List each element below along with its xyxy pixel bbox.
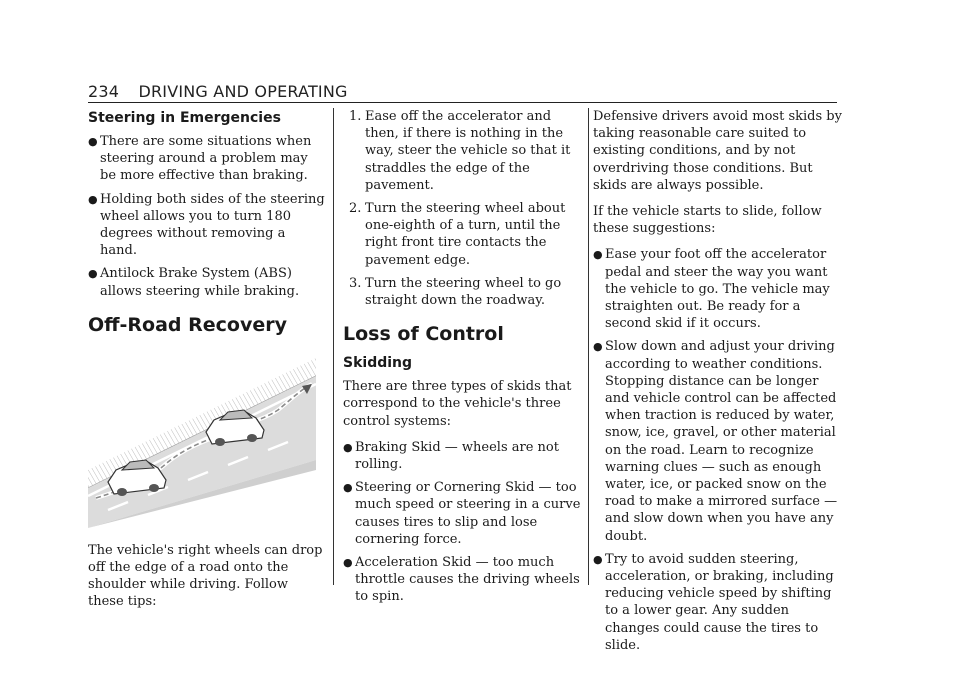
bullet-icon: ● bbox=[88, 267, 98, 281]
bullet-icon: ● bbox=[343, 481, 353, 495]
title-off-road-recovery: Off-Road Recovery bbox=[88, 313, 288, 336]
skid-types-list bbox=[343, 439, 583, 606]
section-title: DRIVING AND OPERATING bbox=[138, 82, 348, 101]
bullet-icon: ● bbox=[593, 340, 603, 354]
off-road-recovery-paragraph: The vehicle's right wheels can drop off the edge of a road onto the shoulder while driving. Follow these tips: bbox=[88, 542, 323, 610]
heading-skidding: Skidding bbox=[343, 355, 413, 372]
list-item: ● Holding both sides of the steering wheel allows you to turn 180 degrees without removing a hand. bbox=[88, 191, 325, 259]
bullet-icon: ● bbox=[593, 552, 603, 566]
off-road-recovery-illustration bbox=[88, 350, 316, 528]
bullet-icon: ● bbox=[343, 556, 353, 570]
steering-bullet-list bbox=[88, 133, 326, 300]
column-2 bbox=[343, 108, 583, 612]
list-item: ● Braking Skid — wheels are not rolling. bbox=[343, 439, 559, 473]
list-item: ● Acceleration Skid — too much throttle causes the driving wheels to spin. bbox=[343, 555, 580, 605]
column-3 bbox=[593, 108, 843, 660]
list-item: 2. Turn the steering wheel about one-eighth of a turn, until the right front tire contacts the pavement edge. bbox=[349, 201, 566, 268]
bullet-icon: ● bbox=[343, 440, 353, 454]
bullet-icon: ● bbox=[88, 192, 98, 206]
list-item: ● Slow down and adjust your driving according to weather conditions. Stopping distance can be longer and vehicle control can be affected when traction is reduced by water, snow, ice, gravel, or other material on the road. Learn to recognize warning clues — such as enough water, ice, or packed snow on the road to make a mirrored surface — and slow down when you have any doubt. bbox=[593, 339, 838, 544]
slide-suggestions-paragraph: If the vehicle starts to slide, follow these suggestions: bbox=[593, 204, 822, 237]
list-item: ● Try to avoid sudden steering, acceleration, or braking, including reducing vehicle speed by shifting to a lower gear. Any sudden changes could cause the tires to slide. bbox=[593, 551, 834, 653]
list-item: ● There are some situations when steering around a problem may be more effective than braking. bbox=[88, 134, 312, 184]
list-item: 3. Turn the steering wheel to go straight down the roadway. bbox=[349, 275, 562, 309]
skidding-intro-paragraph: There are three types of skids that correspond to the vehicle's three control systems: bbox=[343, 379, 572, 429]
page-number: 234 bbox=[88, 82, 120, 101]
list-item: 1. Ease off the accelerator and then, if there is nothing in the way, steer the vehicle so that it straddles the edge of the pavement. bbox=[349, 109, 571, 193]
title-loss-of-control: Loss of Control bbox=[343, 323, 504, 346]
column-divider-2 bbox=[588, 108, 589, 585]
recovery-steps-list bbox=[343, 108, 583, 309]
column-divider-1 bbox=[333, 108, 334, 585]
defensive-drivers-paragraph: Defensive drivers avoid most skids by taking reasonable care suited to existing conditions, and by not overdriving those conditions. But skids are always possible. bbox=[593, 109, 842, 193]
bullet-icon: ● bbox=[593, 248, 603, 262]
heading-steering-in-emergencies: Steering in Emergencies bbox=[88, 110, 281, 126]
bullet-icon: ● bbox=[88, 135, 98, 148]
header-rule bbox=[88, 102, 837, 103]
list-item: ● Steering or Cornering Skid — too much speed or steering in a curve causes tires to slip and lose cornering force. bbox=[343, 480, 581, 547]
column-1 bbox=[88, 108, 326, 620]
page-header bbox=[88, 82, 348, 101]
slide-suggestions-list bbox=[593, 246, 843, 654]
list-item: ● Ease your foot off the accelerator pedal and steer the way you want the vehicle to go. The vehicle may straighten out. Be ready for a second skid if it occurs. bbox=[593, 247, 830, 332]
list-item: ● Antilock Brake System (ABS) allows steering while braking. bbox=[88, 266, 300, 299]
